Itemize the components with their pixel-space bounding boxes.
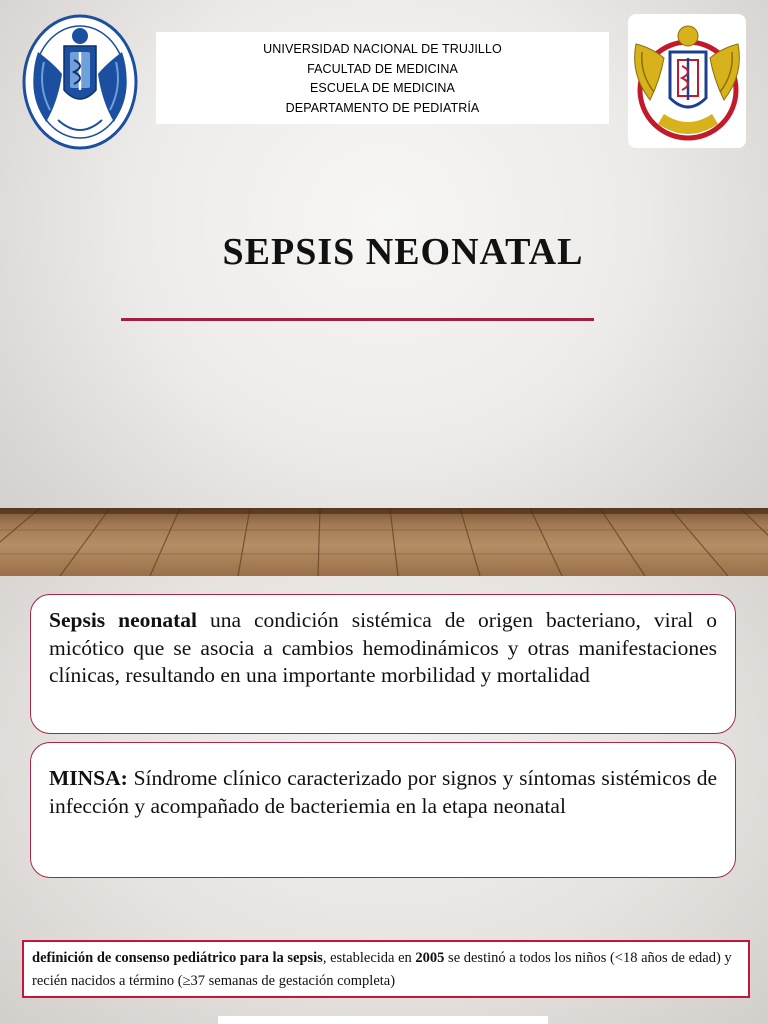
definition-body: una condición sistémica de origen bacteriano, viral o micótico que se asocia a cambios hemodinámicos y otras manifestaciones clínicas, resultando en una importante morbilidad y mortalidad	[49, 608, 717, 687]
cropped-next-block	[218, 1016, 548, 1024]
definition-body: Síndrome clínico caracterizado por signos y síntomas sistémicos de infección y acompañado de bacteriemia en la etapa neonatal	[49, 766, 717, 818]
consensus-note-text	[32, 947, 744, 993]
definition-text	[49, 607, 717, 690]
wood-floor-decoration	[0, 508, 768, 576]
definition-term: Sepsis neonatal	[49, 608, 197, 632]
note-bold-year: 2005	[415, 950, 445, 966]
note-text-part: se destinó a todos los niños (<18 años de edad) y recién nacidos a término (≥37 semanas de gestación completa)	[32, 950, 732, 989]
definition-text	[49, 765, 717, 820]
note-text-part: , establecida en	[322, 950, 416, 966]
slide-title: SEPSIS NEONATAL	[222, 231, 584, 273]
university-name: UNIVERSIDAD NACIONAL DE TRUJILLO	[263, 42, 502, 56]
note-bold-term: definición de consenso pediátrico para la sepsis	[32, 950, 323, 966]
definition-card-sepsis	[30, 594, 736, 734]
school-name: ESCUELA DE MEDICINA	[310, 81, 455, 95]
institution-header	[156, 32, 609, 124]
department-name: DEPARTAMENTO DE PEDIATRÍA	[285, 100, 480, 115]
faculty-name: FACULTAD DE MEDICINA	[307, 61, 458, 76]
university-seal-icon	[18, 12, 140, 154]
definition-card-minsa	[30, 742, 736, 878]
consensus-note	[22, 940, 750, 998]
definition-term: MINSA:	[49, 766, 128, 790]
title-underline	[121, 318, 594, 321]
definitions-slide	[0, 576, 768, 1024]
faculty-seal-icon	[628, 14, 746, 148]
